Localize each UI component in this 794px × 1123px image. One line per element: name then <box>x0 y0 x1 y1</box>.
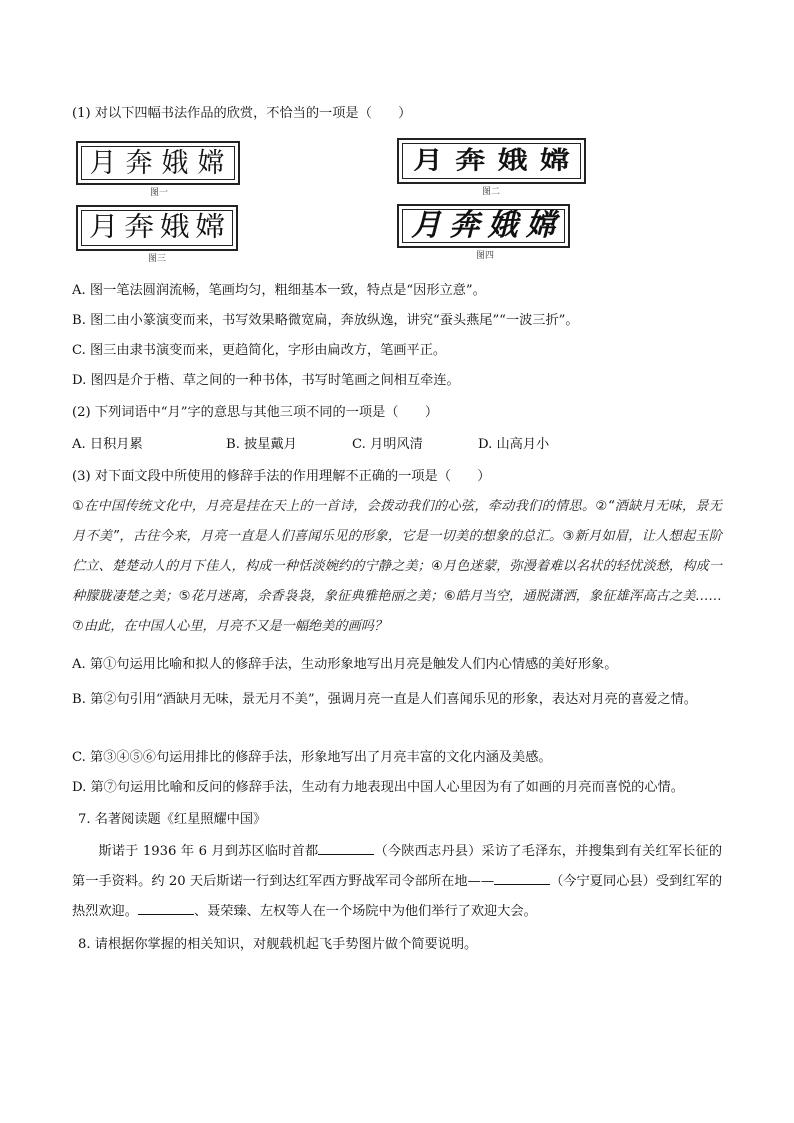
image-caption-3: 图三 <box>148 254 167 264</box>
q7-text-4: 、聂荣臻、左权等人在一个场院中为他们举行了欢迎大会。 <box>193 904 537 919</box>
calligraphy-char: 嫦 <box>539 146 570 175</box>
calligraphy-char: 月 <box>89 147 119 179</box>
calligraphy-char: 奔 <box>455 146 486 175</box>
answer-blank-2[interactable] <box>494 870 550 885</box>
calligraphy-char: 嫦 <box>525 208 556 243</box>
q6-2-option-a[interactable]: A. 日积月累 <box>72 437 143 452</box>
calligraphy-image-1 <box>76 141 240 185</box>
question-6-3-stem: (3) 对下面文段中所使用的修辞手法的作用理解不正确的一项是（ ） <box>72 469 491 484</box>
q7-text-1: 斯诺于 1936 年 6 月到苏区临时首都 <box>98 844 319 859</box>
calligraphy-image-2 <box>397 138 586 184</box>
calligraphy-char: 嫦 <box>197 147 227 179</box>
question-7-body <box>72 837 722 927</box>
calligraphy-char: 嫦 <box>195 212 226 243</box>
answer-blank-3[interactable] <box>138 900 194 915</box>
q7-text-2: （今陕西志丹县）采访了毛泽东，并搜集到有关红军长征的第一手资料。约 20 天后斯诺一行到达红军西方野战军司令部所在地—— <box>72 844 723 889</box>
q6-2-option-b[interactable]: B. 披星戴月 <box>226 437 297 452</box>
q7-text-3: （今宁夏同心县）受到红军的热烈欢迎。 <box>72 874 723 919</box>
calligraphy-char: 娥 <box>161 147 191 179</box>
q6-2-option-d[interactable]: D. 山高月小 <box>478 437 550 452</box>
q6-1-option-d[interactable]: D. 图四是介于楷、草之间的一种书体，书写时笔画之间相互牵连。 <box>72 373 460 388</box>
q6-3-option-b[interactable]: B. 第②句引用“酒缺月无味，景无月不美”，强调月亮一直是人们喜闻乐见的形象，表达对月亮的喜爱之情。 <box>72 692 697 707</box>
q6-1-option-b[interactable]: B. 图二由小篆演变而来，书写效果略微宽扁，奔放纵逸，讲究“蚕头燕尾”“一波三折”。 <box>72 313 579 328</box>
q6-2-option-c[interactable]: C. 月明风清 <box>352 437 423 452</box>
question-6-1-stem: (1) 对以下四幅书法作品的欣赏，不恰当的一项是（ ） <box>72 106 412 121</box>
calligraphy-char: 娥 <box>497 146 528 175</box>
calligraphy-char: 奔 <box>449 208 480 243</box>
image-caption-1: 图一 <box>150 188 169 198</box>
calligraphy-image-4 <box>397 204 570 248</box>
calligraphy-image-3 <box>76 205 238 251</box>
calligraphy-char: 娥 <box>487 208 518 243</box>
q6-3-option-a[interactable]: A. 第①句运用比喻和拟人的修辞手法，生动形象地写出月亮是触发人们内心情感的美好形象。 <box>72 657 618 672</box>
calligraphy-char: 娥 <box>159 212 190 243</box>
calligraphy-char: 月 <box>411 208 442 243</box>
calligraphy-char: 月 <box>88 212 119 243</box>
calligraphy-char: 月 <box>413 146 444 175</box>
question-7-title: 7. 名著阅读题《红星照耀中国》 <box>78 812 267 827</box>
q6-3-option-c[interactable]: C. 第③④⑤⑥句运用排比的修辞手法，形象地写出了月亮丰富的文化内涵及美感。 <box>72 750 552 765</box>
q6-1-option-c[interactable]: C. 图三由隶书演变而来，更趋简化，字形由扁改方，笔画平正。 <box>72 343 447 358</box>
question-8-stem: 8. 请根据你掌握的相关知识，对舰载机起飞手势图片做个简要说明。 <box>78 937 478 952</box>
calligraphy-char: 奔 <box>125 147 155 179</box>
rhetoric-passage: ①在中国传统文化中，月亮是挂在天上的一首诗，会拨动我们的心弦，牵动我们的情思。②“酒缺月无味，景无月不美”，古往今来，月亮一直是人们喜闻乐见的形象，它是一切美的想象的总汇。③新月如眉，让人想起玉阶伫立、楚楚动人的月下佳人，构成一种恬淡婉约的宁静之美；④月色迷蒙，弥漫着难以名状的轻忧淡愁，构成一种朦胧凄楚之美；⑤花月迷离，余香袅袅，象征典雅艳丽之美；⑥皓月当空，通脱潇洒，象征雄浑高古之美……⑦由此，在中国人心里，月亮不又是一幅绝美的画吗？ <box>72 499 722 634</box>
q6-3-option-d[interactable]: D. 第⑦句运用比喻和反问的修辞手法，生动有力地表现出中国人心里因为有了如画的月亮而喜悦的心情。 <box>72 780 684 795</box>
answer-blank-1[interactable] <box>318 840 374 855</box>
q6-1-option-a[interactable]: A. 图一笔法圆润流畅，笔画均匀，粗细基本一致，特点是“因形立意”。 <box>72 283 486 298</box>
question-6-2-stem: (2) 下列词语中“月”字的意思与其他三项不同的一项是（ ） <box>72 405 439 420</box>
image-caption-2: 图二 <box>482 187 501 197</box>
image-caption-4: 图四 <box>476 251 495 261</box>
calligraphy-char: 奔 <box>124 212 155 243</box>
